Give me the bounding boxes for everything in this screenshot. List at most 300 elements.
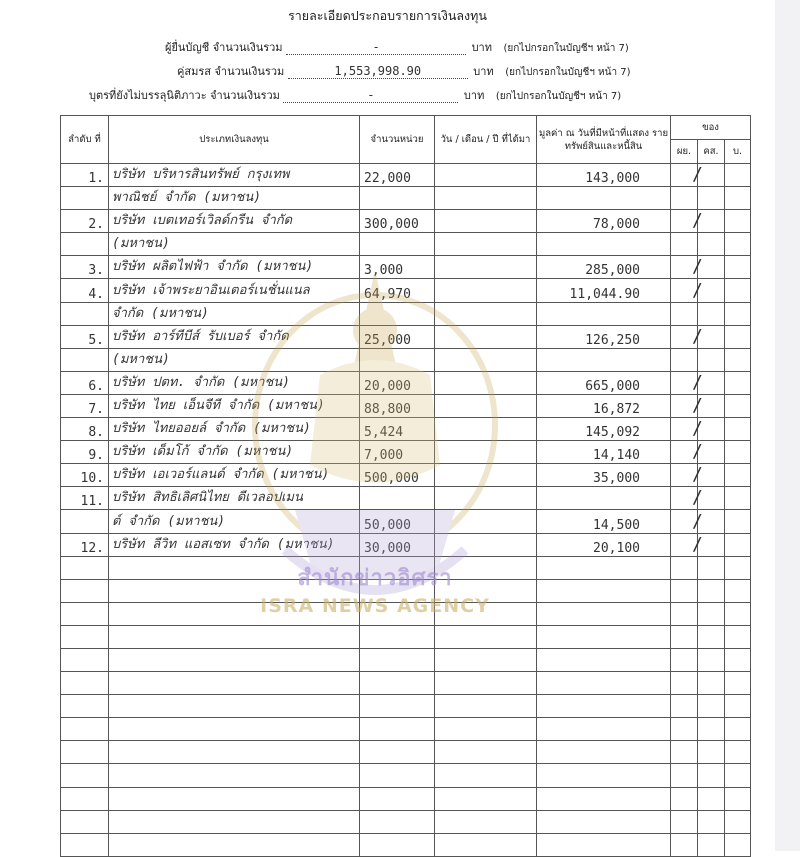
row-owner-child — [725, 487, 751, 510]
row-type — [109, 233, 360, 256]
row-type-text: บริษัท เบตเทอร์เวิลด์กรีน จำกัด — [112, 213, 293, 229]
table-row — [61, 672, 751, 695]
row-value — [537, 648, 671, 671]
row-owner-child — [725, 718, 751, 741]
row-owner-spouse — [692, 487, 725, 510]
watermark-text-en: ISRA NEWS AGENCY — [260, 595, 490, 617]
row-value — [537, 718, 671, 741]
row-owner-child — [725, 279, 751, 302]
row-owner-spouse — [698, 810, 725, 833]
row-owner-spouse — [698, 741, 725, 764]
row-no: 4. — [61, 279, 109, 302]
row-value: 16,872 — [537, 394, 671, 417]
row-owner-filer — [671, 602, 698, 625]
table-row — [61, 394, 751, 417]
row-owner-spouse-text: / — [692, 464, 703, 486]
row-qty — [360, 787, 435, 810]
row-owner-spouse — [698, 348, 725, 371]
summary-line-filer — [165, 38, 629, 56]
row-type-text: จำกัด (มหาชน) — [112, 305, 209, 321]
row-no: 5. — [61, 325, 109, 348]
row-qty — [360, 741, 435, 764]
row-type — [109, 764, 360, 787]
row-type — [109, 533, 360, 556]
row-owner-child — [725, 533, 751, 556]
row-date — [435, 810, 537, 833]
row-owner-spouse — [692, 441, 725, 464]
row-owner-child — [725, 741, 751, 764]
row-type — [109, 302, 360, 325]
row-type-text: บริษัท ไทยออยล์ จำกัด (มหาชน) — [112, 421, 311, 437]
row-qty — [360, 810, 435, 833]
row-no — [61, 718, 109, 741]
row-no: 6. — [61, 371, 109, 394]
row-owner-filer — [671, 302, 698, 325]
row-type — [109, 325, 360, 348]
row-date — [435, 487, 537, 510]
row-owner-filer — [671, 787, 698, 810]
row-owner-spouse — [692, 325, 725, 348]
row-qty — [360, 487, 435, 510]
row-type — [109, 210, 360, 233]
row-date — [435, 510, 537, 533]
row-owner-filer — [671, 718, 698, 741]
row-value — [537, 487, 671, 510]
row-no — [61, 787, 109, 810]
row-no — [61, 510, 109, 533]
row-owner-spouse — [692, 210, 725, 233]
row-qty: 88,800 — [360, 394, 435, 417]
investment-table — [60, 115, 751, 857]
row-no: 1. — [61, 164, 109, 187]
row-value — [537, 833, 671, 856]
row-date — [435, 741, 537, 764]
row-owner-child — [725, 695, 751, 718]
row-date — [435, 718, 537, 741]
row-type — [109, 418, 360, 441]
row-value — [537, 302, 671, 325]
row-qty — [360, 695, 435, 718]
row-value: 145,092 — [537, 418, 671, 441]
row-no: 7. — [61, 394, 109, 417]
table-row — [61, 371, 751, 394]
row-date — [435, 648, 537, 671]
row-type-text: บริษัท ลีวิท แอสเซท จำกัด (มหาชน) — [112, 536, 335, 552]
table-row — [61, 741, 751, 764]
header-owner-spouse: คส. — [698, 140, 725, 164]
row-no — [61, 625, 109, 648]
table-row — [61, 833, 751, 856]
summary-note: (ยกไปกรอกในบัญชีฯ หน้า 7) — [495, 91, 622, 102]
row-owner-child — [725, 164, 751, 187]
row-owner-filer — [671, 741, 698, 764]
table-row — [61, 695, 751, 718]
row-date — [435, 187, 537, 210]
row-type — [109, 256, 360, 279]
row-owner-spouse — [698, 764, 725, 787]
row-qty: 50,000 — [360, 510, 435, 533]
row-owner-spouse — [692, 371, 725, 394]
summary-amount: - — [283, 88, 458, 103]
row-value — [537, 187, 671, 210]
row-type — [109, 279, 360, 302]
row-owner-filer — [671, 233, 698, 256]
row-value — [537, 787, 671, 810]
table-row — [61, 187, 751, 210]
table-row — [61, 625, 751, 648]
row-value — [537, 695, 671, 718]
table-row — [61, 487, 751, 510]
row-qty — [360, 348, 435, 371]
row-owner-spouse — [692, 256, 725, 279]
row-value: 78,000 — [537, 210, 671, 233]
table-row — [61, 279, 751, 302]
row-no: 8. — [61, 418, 109, 441]
row-no — [61, 810, 109, 833]
row-type — [109, 718, 360, 741]
row-type — [109, 648, 360, 671]
row-qty — [360, 302, 435, 325]
row-owner-child — [725, 556, 751, 579]
row-owner-child — [725, 510, 751, 533]
row-value — [537, 602, 671, 625]
row-owner-spouse — [698, 233, 725, 256]
row-type — [109, 833, 360, 856]
row-date — [435, 695, 537, 718]
row-owner-child — [725, 579, 751, 602]
row-qty: 64,970 — [360, 279, 435, 302]
row-owner-spouse — [698, 695, 725, 718]
row-qty: 25,000 — [360, 325, 435, 348]
row-value: 143,000 — [537, 164, 671, 187]
row-qty: 3,000 — [360, 256, 435, 279]
summary-note: (ยกไปกรอกในบัญชีฯ หน้า 7) — [505, 67, 631, 78]
row-value: 20,100 — [537, 533, 671, 556]
row-date — [435, 833, 537, 856]
watermark-text — [205, 560, 545, 617]
row-qty — [360, 718, 435, 741]
row-date — [435, 233, 537, 256]
summary-unit: บาท — [471, 41, 492, 54]
row-date — [435, 302, 537, 325]
row-owner-spouse — [698, 625, 725, 648]
row-owner-child — [725, 233, 751, 256]
row-owner-spouse — [698, 579, 725, 602]
row-type-text: ต์ จำกัด (มหาชน) — [112, 513, 226, 529]
row-date — [435, 418, 537, 441]
row-owner-spouse — [692, 394, 725, 417]
row-type — [109, 810, 360, 833]
row-owner-child — [725, 187, 751, 210]
summary-label: บุตรที่ยังไม่บรรลุนิติภาวะ จำนวนเงินรวม — [89, 89, 280, 102]
summary-amount: - — [286, 40, 466, 55]
row-owner-spouse — [698, 187, 725, 210]
table-row — [61, 533, 751, 556]
row-owner-child — [725, 302, 751, 325]
row-no: 10. — [61, 464, 109, 487]
table-row — [61, 302, 751, 325]
row-owner-child — [725, 625, 751, 648]
row-date — [435, 325, 537, 348]
row-owner-child — [725, 810, 751, 833]
row-qty: 7,000 — [360, 441, 435, 464]
row-type-text: บริษัท เด็มโก้ จำกัด (มหาชน) — [112, 444, 294, 460]
row-owner-spouse-text: / — [692, 418, 703, 440]
row-type — [109, 787, 360, 810]
row-owner-child — [725, 602, 751, 625]
row-type — [109, 371, 360, 394]
row-type — [109, 695, 360, 718]
viewer-side-strip — [775, 0, 800, 851]
table-row — [61, 325, 751, 348]
row-owner-filer — [671, 348, 698, 371]
row-owner-spouse-text: / — [692, 371, 703, 393]
row-owner-child — [725, 787, 751, 810]
row-owner-spouse-text: / — [692, 279, 703, 301]
row-qty — [360, 233, 435, 256]
row-date — [435, 164, 537, 187]
row-owner-spouse-text: / — [692, 325, 703, 347]
row-owner-spouse — [698, 833, 725, 856]
row-value: 14,140 — [537, 441, 671, 464]
table-row — [61, 648, 751, 671]
row-type — [109, 441, 360, 464]
row-value — [537, 764, 671, 787]
row-type — [109, 348, 360, 371]
row-date — [435, 672, 537, 695]
row-qty — [360, 187, 435, 210]
row-qty: 500,000 — [360, 464, 435, 487]
row-date — [435, 348, 537, 371]
row-type — [109, 394, 360, 417]
row-owner-spouse-text: / — [692, 510, 703, 532]
row-owner-filer — [671, 672, 698, 695]
row-no — [61, 556, 109, 579]
row-value: 35,000 — [537, 464, 671, 487]
row-owner-spouse-text: / — [692, 164, 703, 186]
row-no — [61, 648, 109, 671]
watermark-text-th: สำนักข่าวอิศรา — [297, 566, 453, 591]
summary-line-children — [89, 86, 621, 104]
row-owner-spouse — [698, 648, 725, 671]
row-type — [109, 487, 360, 510]
table-row — [61, 510, 751, 533]
row-type — [109, 164, 360, 187]
row-no: 9. — [61, 441, 109, 464]
row-owner-filer — [671, 764, 698, 787]
summary-label: ผู้ยื่นบัญชี จำนวนเงินรวม — [165, 41, 283, 54]
row-type-text: บริษัท บริหารสินทรัพย์ กรุงเทพ — [112, 167, 290, 183]
row-type — [109, 625, 360, 648]
row-owner-filer — [671, 695, 698, 718]
header-no: ลำดับ ที่ — [61, 116, 109, 164]
row-type-text: บริษัท ผลิตไฟฟ้า จำกัด (มหาชน) — [112, 259, 314, 275]
summary-unit: บาท — [473, 65, 494, 78]
row-owner-child — [725, 648, 751, 671]
row-value — [537, 579, 671, 602]
table-row — [61, 233, 751, 256]
row-value — [537, 556, 671, 579]
summary-label: คู่สมรส จำนวนเงินรวม — [177, 65, 285, 78]
row-qty: 300,000 — [360, 210, 435, 233]
row-no — [61, 695, 109, 718]
header-date: วัน / เดือน / ปี ที่ได้มา — [435, 116, 537, 164]
table-row — [61, 810, 751, 833]
row-date — [435, 441, 537, 464]
row-date — [435, 256, 537, 279]
row-owner-spouse-text: / — [692, 487, 703, 509]
row-qty — [360, 672, 435, 695]
row-no — [61, 672, 109, 695]
table-row — [61, 441, 751, 464]
table-row — [61, 464, 751, 487]
header-type: ประเภทเงินลงทุน — [109, 116, 360, 164]
row-owner-spouse-text: / — [692, 256, 703, 278]
row-type — [109, 510, 360, 533]
row-no — [61, 187, 109, 210]
row-type — [109, 672, 360, 695]
row-qty: 20,000 — [360, 371, 435, 394]
row-owner-filer — [671, 833, 698, 856]
document-title: รายละเอียดประกอบรายการเงินลงทุน — [288, 8, 487, 23]
row-owner-spouse — [698, 672, 725, 695]
row-value — [537, 810, 671, 833]
row-qty — [360, 648, 435, 671]
summary-amount: 1,553,998.90 — [288, 64, 468, 79]
row-owner-spouse — [692, 418, 725, 441]
row-value: 11,044.90 — [537, 279, 671, 302]
row-no — [61, 348, 109, 371]
row-owner-child — [725, 325, 751, 348]
row-owner-child — [725, 833, 751, 856]
row-owner-spouse-text: / — [692, 395, 703, 417]
row-owner-filer — [671, 579, 698, 602]
row-qty — [360, 764, 435, 787]
row-no — [61, 602, 109, 625]
table-row — [61, 256, 751, 279]
row-owner-spouse-text: / — [692, 533, 703, 555]
row-no — [61, 741, 109, 764]
row-owner-spouse-text: / — [692, 210, 703, 232]
row-owner-child — [725, 256, 751, 279]
row-type-text: บริษัท ปตท. จำกัด (มหาชน) — [112, 374, 290, 390]
row-value — [537, 672, 671, 695]
row-type-text: บริษัท อาร์ทีบีส์ รับเบอร์ จำกัด — [112, 328, 289, 344]
row-owner-child — [725, 764, 751, 787]
row-owner-filer — [671, 187, 698, 210]
row-qty — [360, 625, 435, 648]
row-owner-child — [725, 441, 751, 464]
row-value: 14,500 — [537, 510, 671, 533]
row-owner-filer — [671, 810, 698, 833]
row-value: 285,000 — [537, 256, 671, 279]
row-no — [61, 579, 109, 602]
table-row — [61, 787, 751, 810]
row-type — [109, 464, 360, 487]
row-owner-filer — [671, 648, 698, 671]
row-owner-spouse-text: / — [692, 441, 703, 463]
row-owner-child — [725, 348, 751, 371]
summary-note: (ยกไปกรอกในบัญชีฯ หน้า 7) — [503, 43, 629, 54]
row-qty: 22,000 — [360, 164, 435, 187]
row-owner-spouse — [692, 464, 725, 487]
row-owner-spouse — [692, 510, 725, 533]
row-date — [435, 625, 537, 648]
row-owner-child — [725, 672, 751, 695]
header-owner-filer: ผย. — [671, 140, 698, 164]
row-owner-spouse — [698, 556, 725, 579]
row-type-text: พาณิชย์ จำกัด (มหาชน) — [112, 190, 262, 206]
row-type-text: บริษัท เอเวอร์แลนด์ จำกัด (มหาชน) — [112, 467, 330, 483]
row-type — [109, 741, 360, 764]
row-qty: 5,424 — [360, 418, 435, 441]
row-no: 11. — [61, 487, 109, 510]
row-value — [537, 233, 671, 256]
row-qty: 30,000 — [360, 533, 435, 556]
row-owner-spouse — [692, 164, 725, 187]
row-owner-spouse — [698, 718, 725, 741]
row-date — [435, 210, 537, 233]
row-owner-spouse — [698, 302, 725, 325]
row-owner-spouse — [692, 279, 725, 302]
table-row — [61, 164, 751, 187]
row-no: 12. — [61, 533, 109, 556]
row-no: 3. — [61, 256, 109, 279]
row-owner-filer — [671, 556, 698, 579]
row-date — [435, 464, 537, 487]
row-type-text: (มหาชน) — [112, 236, 170, 252]
table-row — [61, 764, 751, 787]
row-owner-child — [725, 464, 751, 487]
row-no — [61, 764, 109, 787]
row-owner-child — [725, 210, 751, 233]
header-owner-child: บ. — [725, 140, 751, 164]
summary-line-spouse — [177, 62, 631, 80]
row-date — [435, 533, 537, 556]
row-date — [435, 787, 537, 810]
row-value — [537, 741, 671, 764]
row-no: 2. — [61, 210, 109, 233]
table-row — [61, 718, 751, 741]
row-value: 126,250 — [537, 325, 671, 348]
row-owner-spouse — [692, 533, 725, 556]
row-owner-spouse — [698, 787, 725, 810]
row-owner-child — [725, 418, 751, 441]
row-date — [435, 371, 537, 394]
row-type-text: (มหาชน) — [112, 351, 170, 367]
row-value: 665,000 — [537, 371, 671, 394]
row-type-text: บริษัท ไทย เอ็นจีที จำกัด (มหาชน) — [112, 398, 325, 414]
row-owner-child — [725, 394, 751, 417]
header-qty: จำนวนหน่วย — [360, 116, 435, 164]
row-owner-filer — [671, 625, 698, 648]
row-no — [61, 233, 109, 256]
table-row — [61, 210, 751, 233]
row-owner-child — [725, 371, 751, 394]
row-value — [537, 348, 671, 371]
summary-unit: บาท — [463, 89, 485, 102]
row-no — [61, 833, 109, 856]
header-owner: ของ — [671, 116, 751, 140]
table-row — [61, 418, 751, 441]
row-date — [435, 394, 537, 417]
row-date — [435, 764, 537, 787]
row-type-text: บริษัท สิทธิเลิศนิไทย ดีเวลอปเมน — [112, 490, 303, 506]
row-date — [435, 279, 537, 302]
row-no — [61, 302, 109, 325]
header-value: มูลค่า ณ วันที่มีหน้าที่แสดง รายทรัพย์สินและหนี้สิน — [537, 116, 671, 164]
row-qty — [360, 833, 435, 856]
